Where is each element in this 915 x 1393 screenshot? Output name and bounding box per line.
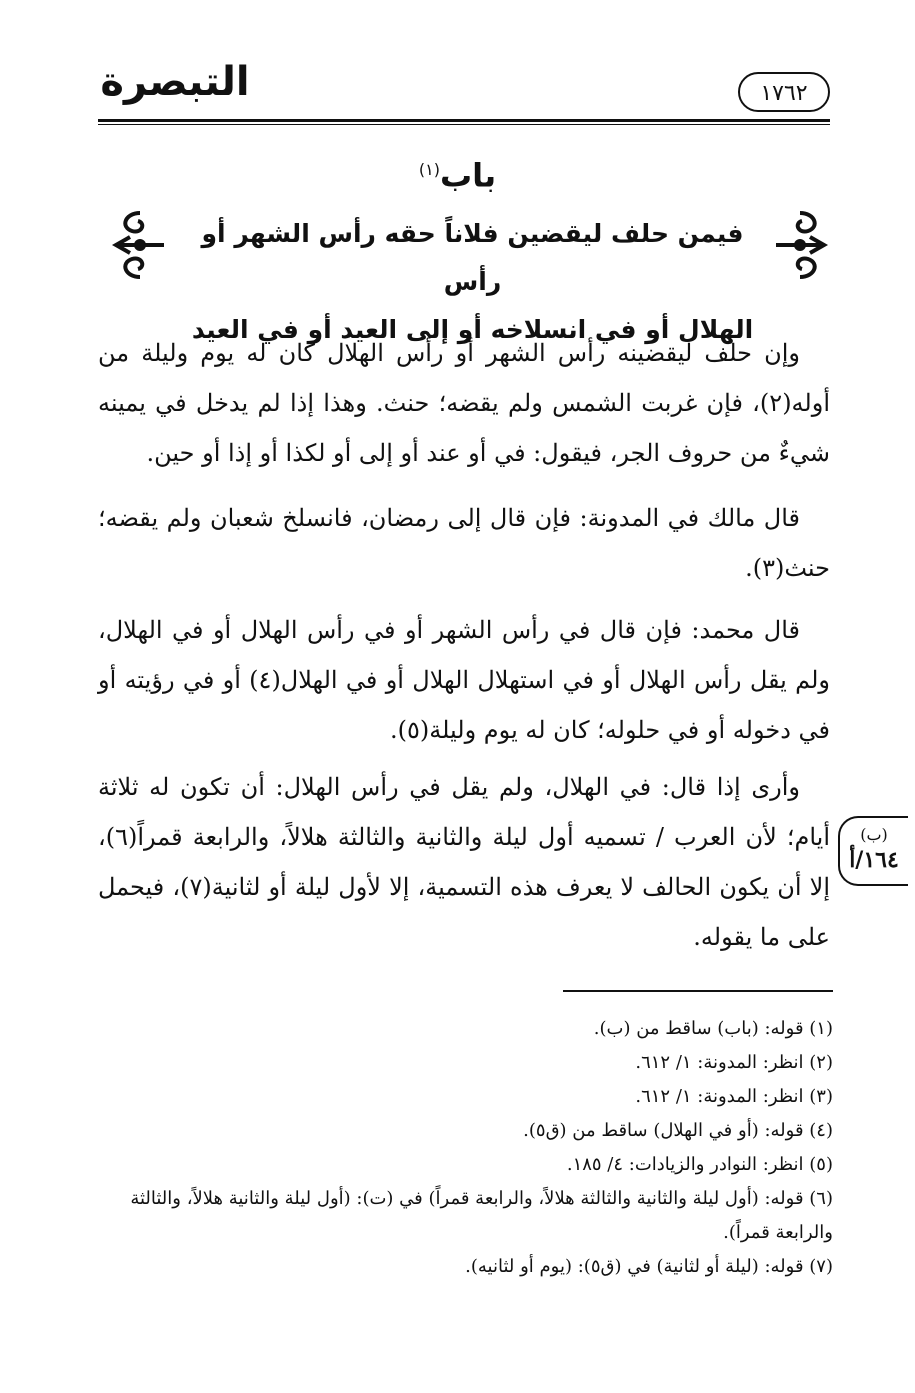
subheading-line-2: الهلال أو في انسلاخه أو إلى العيد أو في العيد <box>191 315 754 344</box>
paragraph-3: قال محمد: فإن قال في رأس الشهر أو في رأس الهلال أو في الهلال، ولم يقل رأس الهلال أو في استهلال الهلال أو في الهلال(٤) أو في رؤيته أو في دخوله أو في حلوله؛ كان له يوم وليلة(٥). <box>98 616 830 744</box>
book-title: التبصرة <box>100 59 250 105</box>
footnotes <box>98 1012 833 1284</box>
chapter-title-note: (١) <box>418 160 440 179</box>
footnote-1: (١) قوله: (باب) ساقط من (ب). <box>593 1018 833 1039</box>
paragraph-2: قال مالك في المدونة: فإن قال إلى رمضان، فانسلخ شعبان ولم يقضه؛ حنث(٣). <box>98 504 830 582</box>
footnote-2: (٢) انظر: المدونة: ١/ ٦١٢. <box>635 1052 833 1073</box>
footnote-6: (٦) قوله: (أول ليلة والثانية والثالثة هلالاً، والرابعة قمراً) في (ت): (أول ليلة والثانية هلالاً، والثالثة والرابعة قمراً). <box>130 1188 833 1243</box>
footnote-5: (٥) انظر: النوادر والزيادات: ٤/ ١٨٥. <box>566 1154 833 1175</box>
footnote-7: (٧) قوله: (ليلة أو لثانية) في (ق٥): (يوم أو لثانيه). <box>465 1256 833 1277</box>
margin-note-folio: ١٦٤/أ <box>849 847 899 873</box>
page-number: ١٧٦٢ <box>738 72 830 112</box>
subheading-line-1: فيمن حلف ليقضين فلاناً حقه رأس الشهر أو رأس <box>201 219 744 296</box>
right-ornament-icon <box>770 205 830 285</box>
chapter-title-text: باب <box>439 156 497 195</box>
header-rule-thin <box>98 124 830 125</box>
footnote-3: (٣) انظر: المدونة: ١/ ٦١٢. <box>635 1086 833 1107</box>
footnote-4: (٤) قوله: (أو في الهلال) ساقط من (ق٥). <box>523 1120 833 1141</box>
left-ornament-icon <box>110 205 170 285</box>
chapter-title <box>0 145 915 201</box>
paragraph-4: وأرى إذا قال: في الهلال، ولم يقل في رأس الهلال: أن تكون له ثلاثة أيام؛ لأن العرب / تسميه أول ليلة والثانية والثالثة هلالاً، والرابعة قمراً(٦)، إلا أن يكون الحالف لا يعرف هذه التسمية، إلا لأول ليلة أو لثانية(٧)، فيحمل على ما يقوله. <box>98 773 830 951</box>
paragraph-1: وإن حلف ليقضينه رأس الشهر أو رأس الهلال كان له يوم وليلة من أوله(٢)، فإن غربت الشمس ولم يقضه؛ حنث. وهذا إذا لم يدخل في يمينه شيءٌ من حروف الجر، فيقول: في أو عند أو إلى أو لكذا أو إذا أو حين. <box>98 339 830 467</box>
footnote-separator <box>563 990 833 992</box>
margin-folio-note <box>838 816 908 886</box>
margin-note-manuscript: (ب) <box>860 825 888 844</box>
header-rule <box>98 119 830 122</box>
